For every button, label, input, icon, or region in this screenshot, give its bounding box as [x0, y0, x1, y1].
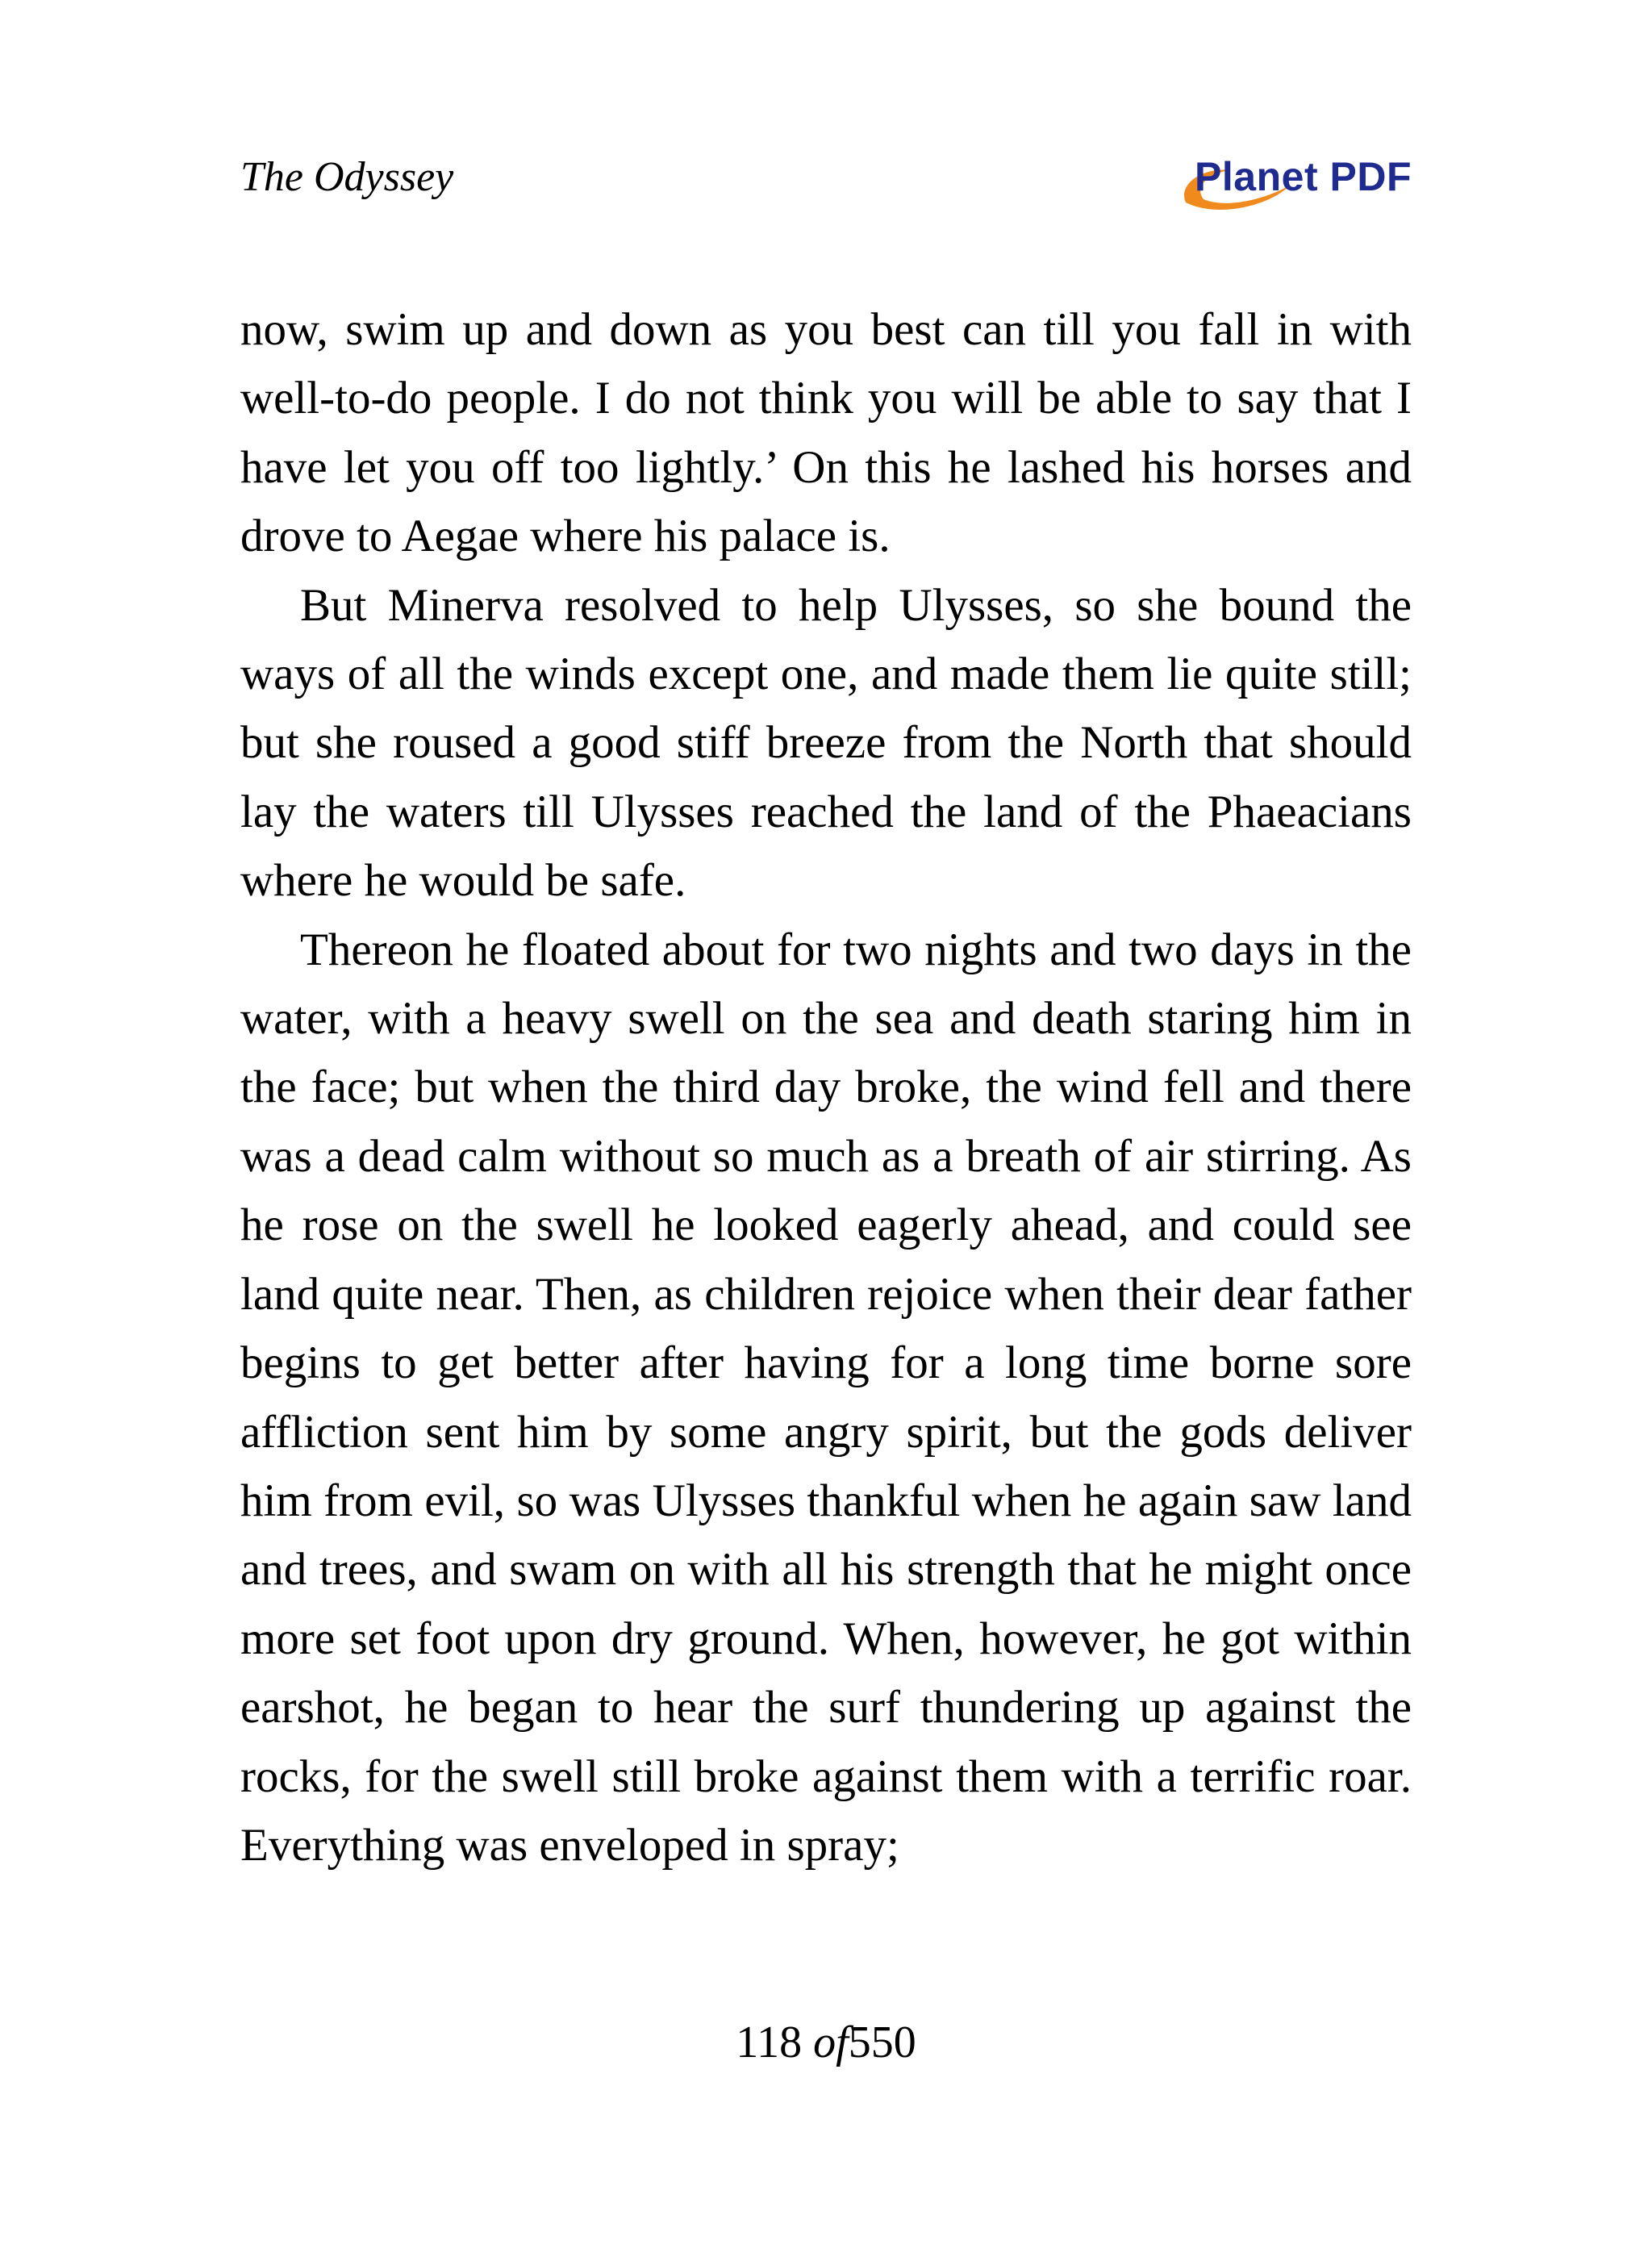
- brand-text: Planet PDF: [1195, 154, 1412, 199]
- page-of-label: of: [813, 2017, 849, 2067]
- book-title: The Odyssey: [240, 154, 454, 200]
- planet-pdf-logo: [1170, 152, 1412, 209]
- paragraph-3: Thereon he floated about for two nights and two days in the water, with a heavy swell on the sea and death staring him in the face; but when the third day broke, the wind fell and there was a dead calm without so much as a breath of air stirring. As he rose on the swell he looked eagerly ahead, and could see land quite near. Then, as children rejoice when their dear father begins to get better after having for a long time borne sore affliction sent him by some angry spirit, but the gods deliver him from evil, so was Ulysses thankful when he again saw land and trees, and swam on with all his strength that he might once more set foot upon dry ground. When, however, he got within earshot, he began to hear the surf thundering up against the rocks, for the swell still broke against them with a terrific roar. Everything was enveloped in spray;: [240, 924, 1412, 1871]
- current-page: 118: [736, 2017, 803, 2067]
- paragraph-2: But Minerva resolved to help Ulysses, so she bound the ways of all the winds except one, and made them lie quite still; but she roused a good stiff breeze from the North that should lay the waters till Ulysses reached the land of the Phaeacians where he would be safe.: [240, 579, 1412, 907]
- total-pages: 550: [848, 2017, 916, 2067]
- page-number: [0, 2014, 1652, 2071]
- body-text: [240, 295, 1412, 1880]
- page-header: [240, 149, 1412, 222]
- paragraph-1: now, swim up and down as you best can till you fall in with well-to-do people. I do not think you will be able to say that I have let you off too lightly.’ On this he lashed his horses and drove to Aegae where his palace is.: [240, 304, 1412, 562]
